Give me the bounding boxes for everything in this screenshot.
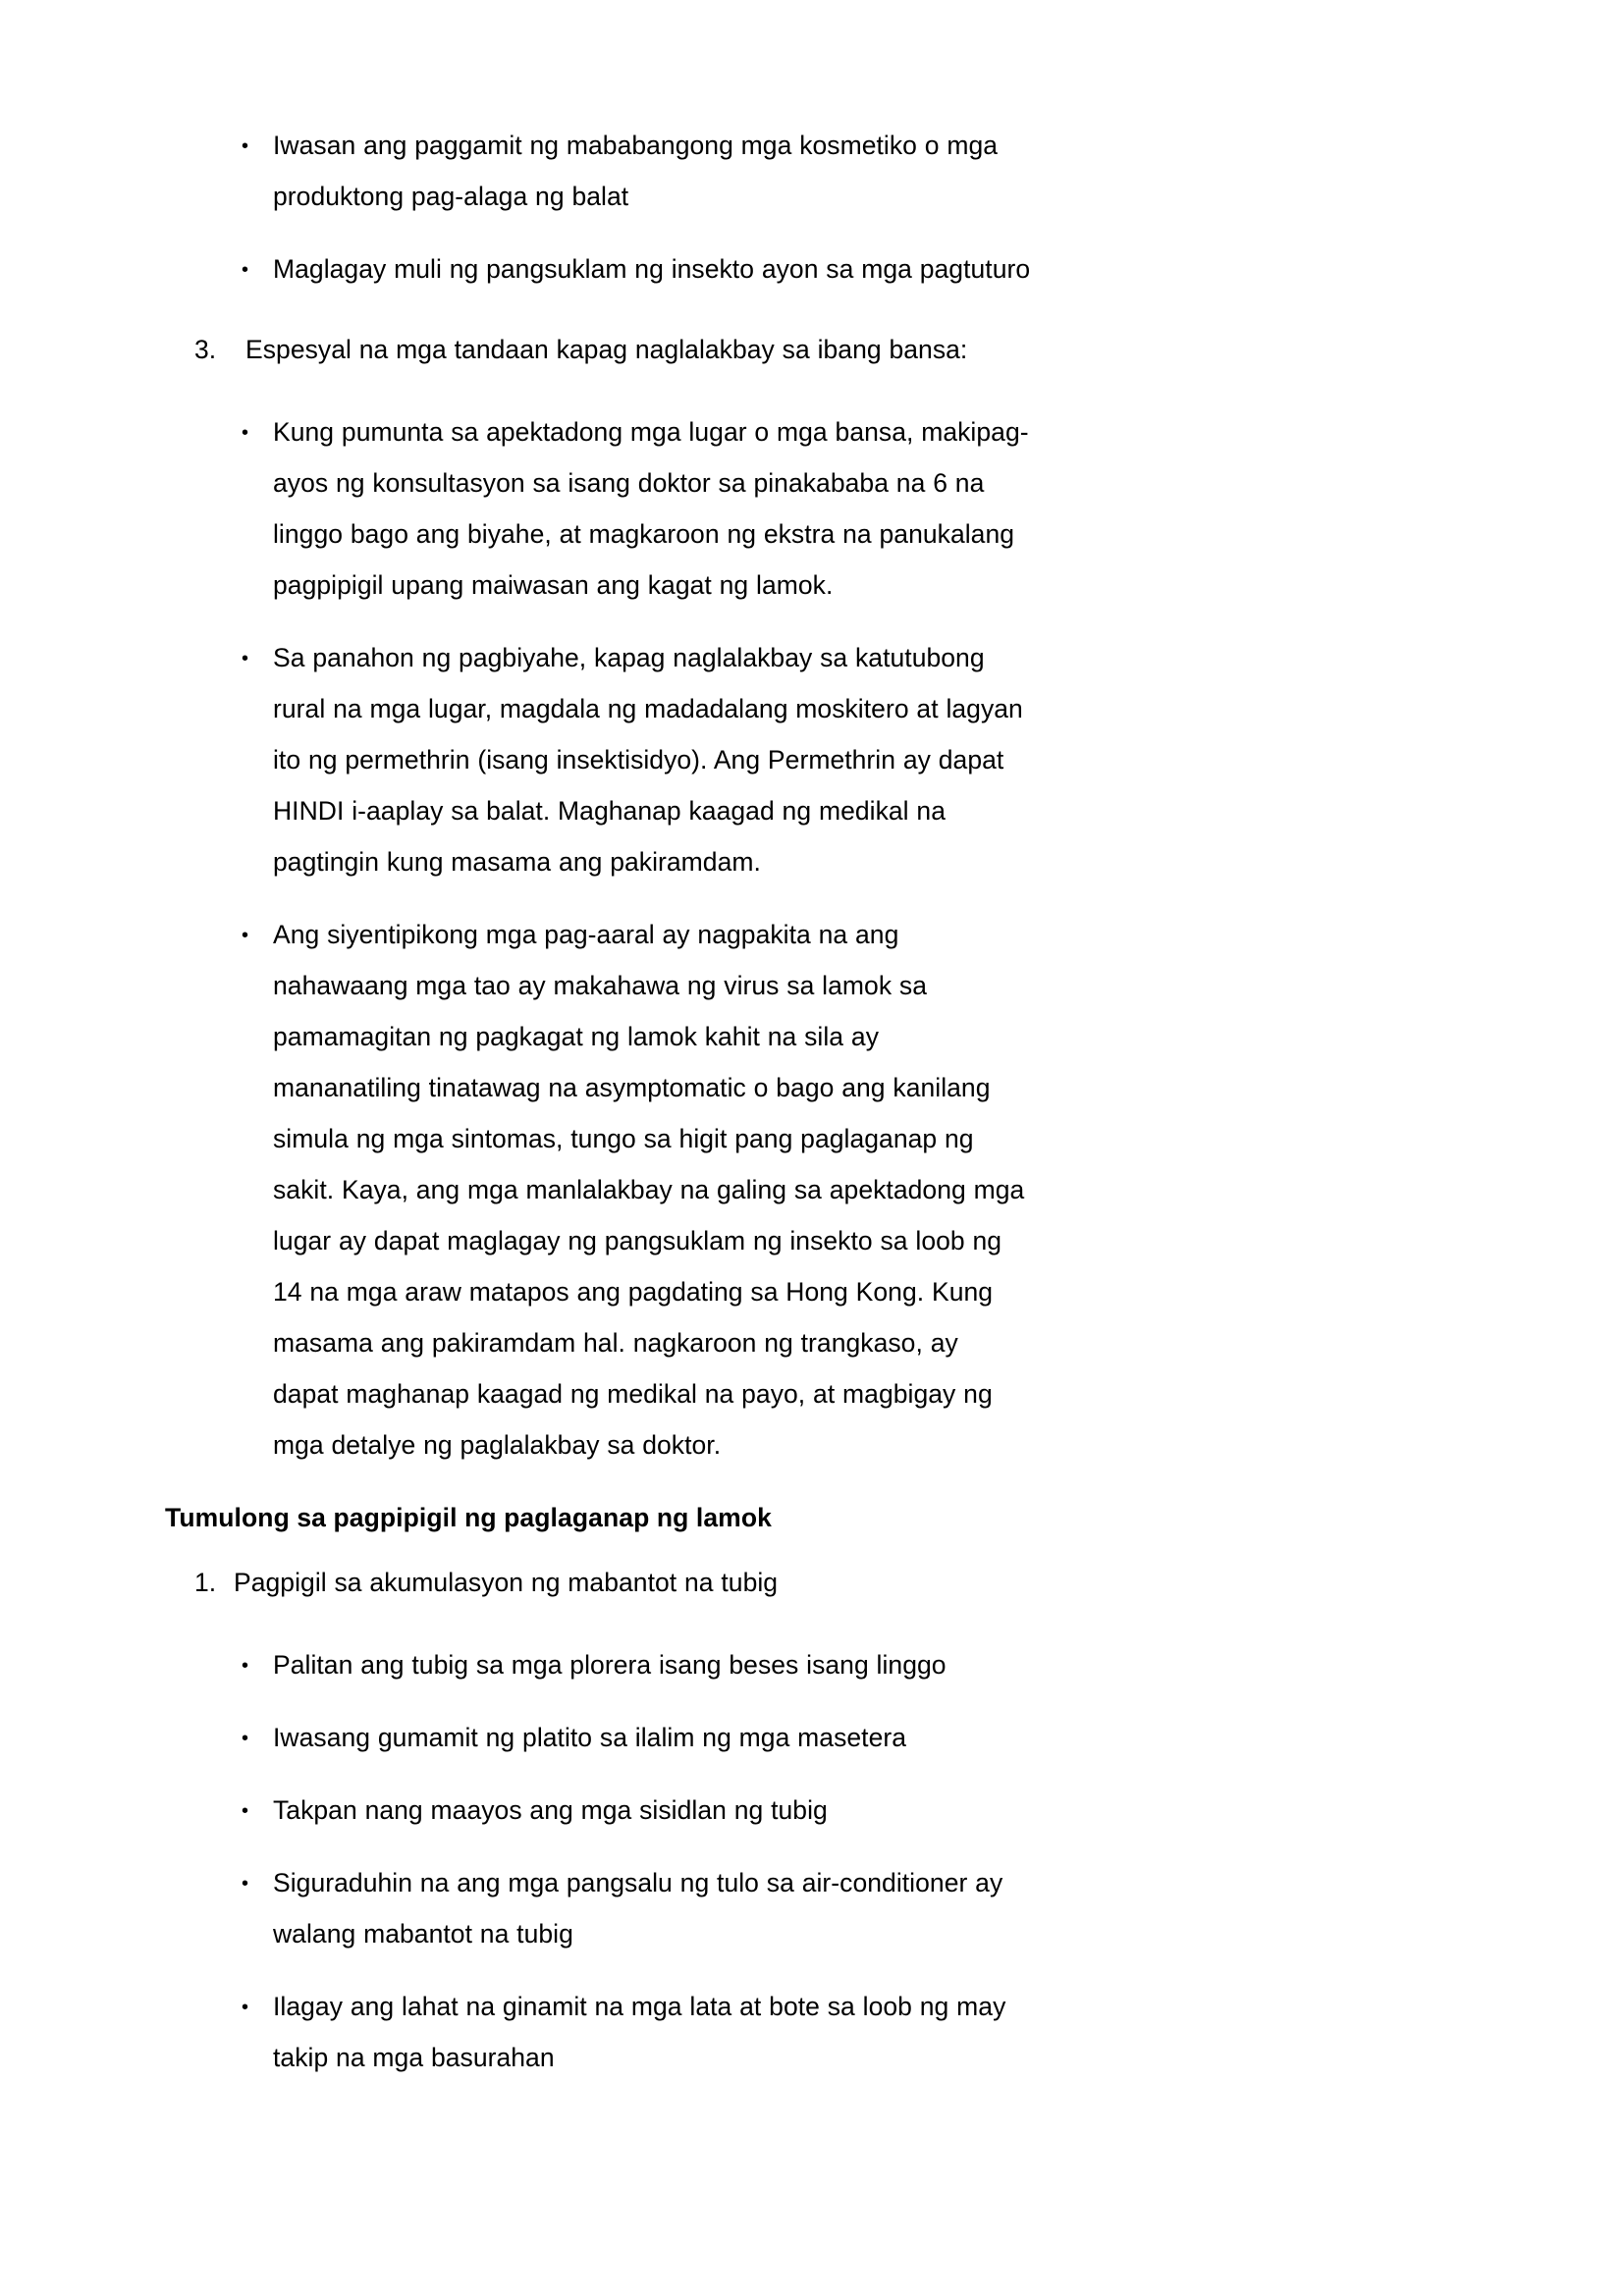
spacer (165, 316, 1157, 324)
bullet-marker-icon (242, 120, 261, 172)
list-item-text: Iwasang gumamit ng platito sa ilalim ng mga masetera (273, 1723, 907, 1752)
list-item-text: Ilagay ang lahat na ginamit na mga lata at bote sa loob ng may takip na mga basurahan (273, 1992, 1006, 2072)
list-item (165, 120, 1031, 222)
bullet-marker-icon (242, 1981, 261, 2033)
list-item (165, 632, 1031, 887)
bullet-marker-icon (242, 1712, 261, 1764)
list-item-text: Takpan nang maayos ang mga sisidlan ng tubig (273, 1795, 828, 1825)
list-item-text: Iwasan ang paggamit ng mababangong mga kosmetiko o mga produktong pag-alaga ng balat (273, 131, 999, 211)
list-item-text: Palitan ang tubig sa mga plorera isang beses isang linggo (273, 1650, 947, 1680)
bullet-marker-icon (242, 243, 261, 295)
spacer (165, 399, 1157, 406)
list-number: 3. (194, 335, 217, 364)
bullet-marker-icon (242, 1785, 261, 1837)
list-item-text: Kung pumunta sa apektadong mga lugar o mga bansa, makipag-ayos ng konsultasyon sa isang doktor sa pinakababa na 6 na linggo bago ang biyahe, at magkaroon ng ekstra na panukalang pagpipigil upang maiwasan ang kagat ng lamok. (273, 417, 1029, 600)
bullet-marker-icon (242, 406, 261, 458)
document-content (165, 120, 1157, 2105)
section-heading: Tumulong sa pagpipigil ng paglaganap ng lamok (165, 1503, 772, 1532)
list-number: 1. (194, 1568, 217, 1597)
bullet-marker-icon (242, 632, 261, 684)
list-item (165, 1785, 1031, 1836)
list-item-text: Maglagay muli ng pangsuklam ng insekto ayon sa mga pagtuturo (273, 254, 1031, 284)
list-item (165, 1639, 1031, 1690)
list-item-text: Ang siyentipikong mga pag-aaral ay nagpakita na ang nahawaang mga tao ay makahawa ng virus sa lamok sa pamamagitan ng pagkagat ng lamok kahit na sila ay mananatiling tinatawag na asymptomatic o bago ang kanilang simula ng mga sintomas, tungo sa higit pang paglaganap ng sakit. Kaya, ang mga manlalakbay na galing sa apektadong mga lugar ay dapat maglagay ng pangsuklam ng insekto sa loob ng 14 na mga araw matapos ang pagdating sa Hong Kong. Kung masama ang pakiramdam hal. nagkaroon ng trangkaso, ay dapat maghanap kaagad ng medikal na payo, at magbigay ng mga detalye ng paglalakbay sa doktor. (273, 920, 1025, 1460)
numbered-list-item (165, 324, 1051, 375)
bullet-marker-icon (242, 909, 261, 961)
list-item-text: Espesyal na mga tandaan kapag naglalakbay sa ibang bansa: (245, 335, 968, 364)
list-item-text: Sa panahon ng pagbiyahe, kapag naglalakbay sa katutubong rural na mga lugar, magdala ng madadalang moskitero at lagyan ito ng permethrin (isang insektisidyo). Ang Permethrin ay dapat HINDI i-aaplay sa balat. Maghanap kaagad ng medikal na pagtingin kung masama ang pakiramdam. (273, 643, 1023, 877)
numbered-list-item (165, 1557, 1039, 1608)
list-item (165, 406, 1031, 611)
spacer (165, 1631, 1157, 1639)
list-item (165, 909, 1031, 1470)
bullet-marker-icon (242, 1857, 261, 1909)
list-item (165, 243, 1031, 294)
list-item-text: Siguraduhin na ang mga pangsalu ng tulo sa air-conditioner ay walang mabantot na tubig (273, 1868, 1003, 1949)
list-item (165, 1981, 1031, 2083)
bullet-marker-icon (242, 1639, 261, 1691)
list-item-text: Pagpigil sa akumulasyon ng mabantot na tubig (234, 1568, 779, 1597)
list-item (165, 1712, 1031, 1763)
list-item (165, 1857, 1031, 1959)
